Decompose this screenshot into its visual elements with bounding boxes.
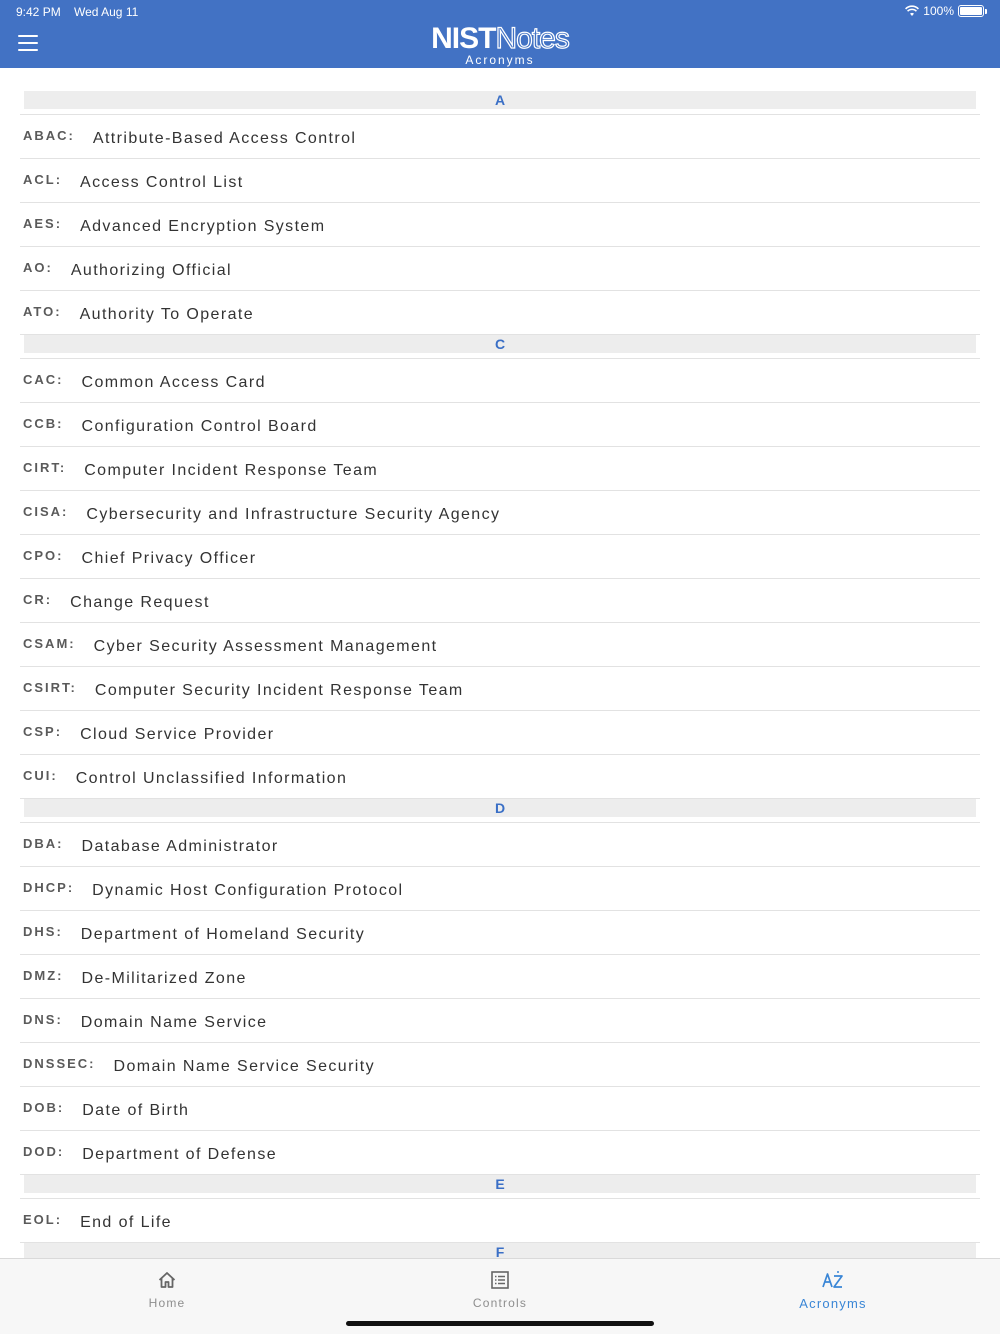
acronym-abbr: EOL: xyxy=(23,1212,63,1227)
tab-home[interactable] xyxy=(87,1269,247,1310)
acronym-row[interactable] xyxy=(20,667,980,711)
acronym-definition: Configuration Control Board xyxy=(81,417,318,435)
acronym-abbr: CSP: xyxy=(23,724,63,739)
logo-nist: NIST xyxy=(431,22,496,55)
acronym-definition: End of Life xyxy=(80,1213,172,1231)
acronym-definition: Access Control List xyxy=(80,173,244,191)
acronym-definition: Advanced Encryption System xyxy=(80,217,326,235)
section-header-e: E xyxy=(24,1175,976,1193)
app-header xyxy=(0,0,1000,68)
wifi-icon xyxy=(905,5,919,17)
acronym-row[interactable] xyxy=(20,535,980,579)
acronym-definition: Cyber Security Assessment Management xyxy=(93,637,438,655)
acronym-definition: Cloud Service Provider xyxy=(80,725,275,743)
acronym-row[interactable] xyxy=(20,403,980,447)
acronym-row[interactable] xyxy=(20,491,980,535)
status-right xyxy=(905,4,984,18)
acronym-abbr: DOB: xyxy=(23,1100,65,1115)
acronym-row[interactable] xyxy=(20,1043,980,1087)
acronym-row[interactable] xyxy=(20,247,980,291)
acronym-definition: Domain Name Service Security xyxy=(113,1057,376,1075)
acronym-abbr: CUI: xyxy=(23,768,58,783)
acronym-row[interactable] xyxy=(20,447,980,491)
acronym-definition: Dynamic Host Configuration Protocol xyxy=(92,881,404,899)
acronym-row[interactable] xyxy=(20,359,980,403)
acronym-row[interactable] xyxy=(20,955,980,999)
acronym-row[interactable] xyxy=(20,999,980,1043)
acronym-definition: Department of Homeland Security xyxy=(80,925,366,943)
acronym-row[interactable] xyxy=(20,579,980,623)
acronym-row[interactable] xyxy=(20,911,980,955)
acronym-list[interactable] xyxy=(0,68,1000,1258)
acronym-abbr: CIRT: xyxy=(23,460,67,475)
app-logo xyxy=(0,24,1000,54)
tab-controls[interactable] xyxy=(420,1269,580,1310)
acronym-abbr: ABAC: xyxy=(23,128,75,143)
acronym-definition: Authority To Operate xyxy=(79,305,255,323)
acronym-definition: Common Access Card xyxy=(81,373,266,391)
acronym-definition: Database Administrator xyxy=(81,837,279,855)
battery-icon xyxy=(958,5,984,17)
status-time: 9:42 PM xyxy=(16,5,61,19)
logo-notes: Notes xyxy=(495,22,569,55)
section-header-c: C xyxy=(24,335,976,353)
acronym-definition: Domain Name Service xyxy=(80,1013,268,1031)
az-icon xyxy=(821,1270,845,1290)
acronym-abbr: DOD: xyxy=(23,1144,65,1159)
acronym-abbr: CCB: xyxy=(23,416,64,431)
acronym-abbr: CISA: xyxy=(23,504,69,519)
acronym-abbr: DBA: xyxy=(23,836,64,851)
acronym-definition: Attribute-Based Access Control xyxy=(92,129,357,147)
tab-controls-label: Controls xyxy=(472,1296,528,1310)
status-date: Wed Aug 11 xyxy=(74,5,139,19)
acronym-abbr: AO: xyxy=(23,260,53,275)
acronym-definition: Chief Privacy Officer xyxy=(81,549,257,567)
acronym-abbr: CAC: xyxy=(23,372,64,387)
section-header-f: F xyxy=(24,1243,976,1258)
list-icon xyxy=(490,1270,510,1290)
home-indicator xyxy=(346,1321,654,1326)
section-header-d: D xyxy=(24,799,976,817)
tab-home-label: Home xyxy=(148,1296,186,1310)
section-header-a: A xyxy=(24,91,976,109)
acronym-row[interactable] xyxy=(20,823,980,867)
acronym-definition: Cybersecurity and Infrastructure Security Agency xyxy=(86,505,501,523)
acronym-abbr: DHCP: xyxy=(23,880,75,895)
acronym-row[interactable] xyxy=(20,1131,980,1175)
acronym-row[interactable] xyxy=(20,115,980,159)
status-bar xyxy=(0,0,1000,22)
acronym-abbr: CPO: xyxy=(23,548,64,563)
acronym-definition: Computer Incident Response Team xyxy=(84,461,379,479)
page-title: Acronyms xyxy=(465,53,535,67)
acronym-abbr: DHS: xyxy=(23,924,63,939)
acronym-definition: Date of Birth xyxy=(82,1101,190,1119)
acronym-abbr: CSIRT: xyxy=(23,680,77,695)
acronym-definition: Control Unclassified Information xyxy=(75,769,348,787)
tab-acronyms[interactable] xyxy=(753,1269,913,1311)
home-icon xyxy=(157,1270,177,1290)
acronym-definition: Department of Defense xyxy=(82,1145,278,1163)
acronym-definition: Authorizing Official xyxy=(70,261,232,279)
acronym-row[interactable] xyxy=(20,711,980,755)
battery-percent: 100% xyxy=(923,4,954,18)
acronym-abbr: DNSSEC: xyxy=(23,1056,96,1071)
acronym-definition: Computer Security Incident Response Team xyxy=(94,681,464,699)
acronym-row[interactable] xyxy=(20,159,980,203)
acronym-row[interactable] xyxy=(20,755,980,799)
acronym-abbr: AES: xyxy=(23,216,63,231)
acronym-row[interactable] xyxy=(20,291,980,335)
acronym-abbr: DMZ: xyxy=(23,968,64,983)
acronym-abbr: ATO: xyxy=(23,304,62,319)
acronym-row[interactable] xyxy=(20,1087,980,1131)
acronym-abbr: CSAM: xyxy=(23,636,76,651)
acronym-definition: De-Militarized Zone xyxy=(81,969,247,987)
acronym-abbr: ACL: xyxy=(23,172,63,187)
acronym-abbr: DNS: xyxy=(23,1012,63,1027)
acronym-row[interactable] xyxy=(20,623,980,667)
tab-acronyms-label: Acronyms xyxy=(799,1296,867,1311)
acronym-row[interactable] xyxy=(20,867,980,911)
acronym-abbr: CR: xyxy=(23,592,53,607)
acronym-row[interactable] xyxy=(20,1199,980,1243)
acronym-row[interactable] xyxy=(20,203,980,247)
acronym-definition: Change Request xyxy=(70,593,210,611)
